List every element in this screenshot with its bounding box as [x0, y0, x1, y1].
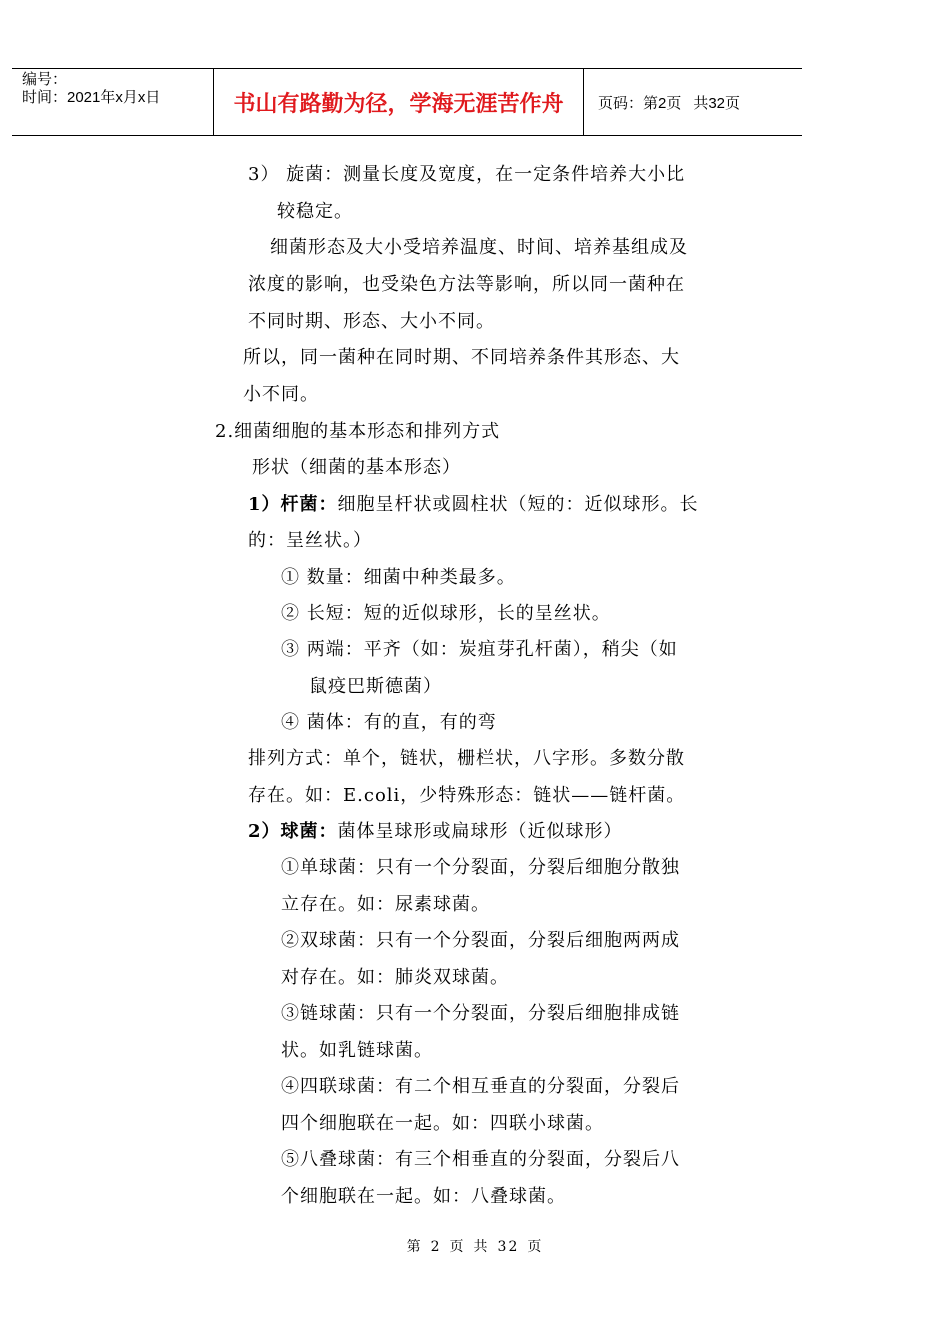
list-item: ③链球菌：只有一个分裂面，分裂后细胞排成链	[281, 1003, 680, 1024]
text-line: 的：呈丝状。）	[248, 530, 372, 551]
text-line: 3） 旋菌：测量长度及宽度，在一定条件培养大小比	[248, 164, 686, 185]
list-item: ①单球菌：只有一个分裂面，分裂后细胞分散独	[281, 857, 680, 878]
term-bacillus: 1）杆菌：	[248, 494, 338, 515]
total-label: 共32页	[693, 94, 741, 112]
page-label: 页码：第2页	[598, 94, 682, 112]
text-line: 小不同。	[243, 384, 319, 405]
list-item: ② 长短：短的近似球形，长的呈丝状。	[281, 603, 611, 624]
text-line: 状。如乳链球菌。	[281, 1040, 433, 1061]
page-header	[12, 68, 802, 136]
text-line: 对存在。如：肺炎双球菌。	[281, 967, 509, 988]
text-line: 不同时期、形态、大小不同。	[248, 311, 495, 332]
header-page-info	[584, 69, 802, 135]
text-line: 2）球菌：菌体呈球形或扁球形（近似球形）	[248, 821, 623, 842]
text-line: 个细胞联在一起。如：八叠球菌。	[281, 1186, 566, 1207]
footer-page-number: 2	[430, 1239, 442, 1255]
text-line: 细菌形态及大小受培养温度、时间、培养基组成及	[270, 237, 688, 258]
header-meta	[12, 69, 214, 135]
page-footer: 第 2 页 共 32 页	[406, 1239, 544, 1255]
footer-total-pages: 32	[497, 1239, 520, 1255]
text-line: 排列方式：单个，链状，栅栏状，八字形。多数分散	[248, 748, 685, 769]
text-line: 立存在。如：尿素球菌。	[281, 894, 490, 915]
list-item: ④ 菌体：有的直，有的弯	[281, 712, 497, 733]
text-line: 四个细胞联在一起。如：四联小球菌。	[281, 1113, 604, 1134]
term-coccus: 2）球菌：	[248, 821, 338, 842]
time-label: 时间：2021年x月x日	[22, 89, 161, 106]
text-line: 1）杆菌：细胞呈杆状或圆柱状（短的：近似球形。长	[248, 494, 699, 515]
list-item: ⑤八叠球菌：有三个相垂直的分裂面，分裂后八	[281, 1149, 680, 1170]
header-motto: 书山有路勤为径，学海无涯苦作舟	[214, 69, 584, 135]
list-item: ②双球菌：只有一个分裂面，分裂后细胞两两成	[281, 930, 680, 951]
number-label: 编号：	[22, 71, 68, 88]
text-line: 鼠疫巴斯德菌）	[309, 676, 442, 697]
text-line: 存在。如：E.coli，少特殊形态：链状——链杆菌。	[248, 785, 686, 806]
text-line: 所以，同一菌种在同时期、不同培养条件其形态、大	[243, 347, 680, 368]
text-line: 浓度的影响，也受染色方法等影响，所以同一菌种在	[248, 274, 685, 295]
section-heading: 2.细菌细胞的基本形态和排列方式	[215, 421, 501, 442]
text-line: 较稳定。	[277, 201, 353, 222]
list-item: ① 数量：细菌中种类最多。	[281, 567, 516, 588]
list-item: ④四联球菌：有二个相互垂直的分裂面，分裂后	[281, 1076, 680, 1097]
text-line: 形状（细菌的基本形态）	[252, 457, 461, 478]
list-item: ③ 两端：平齐（如：炭疽芽孔杆菌），稍尖（如	[281, 639, 678, 660]
